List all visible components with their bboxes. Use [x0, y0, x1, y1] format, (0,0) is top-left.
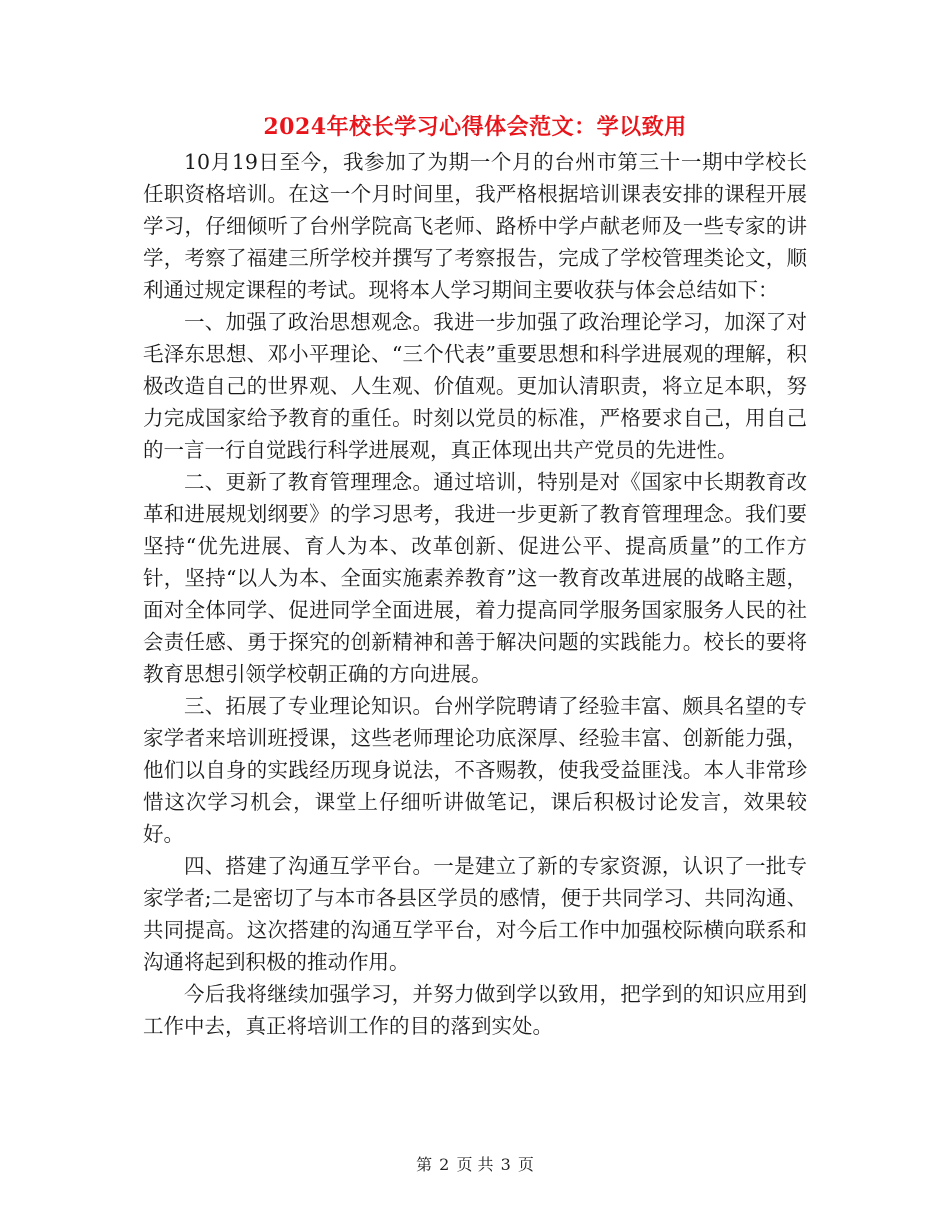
footer-prefix: 第: [416, 1155, 433, 1174]
document-title: 2024年校长学习心得体会范文：学以致用: [263, 114, 687, 140]
paragraph-intro: 10月19日至今，我参加了为期一个月的台州市第三十一期中学校长任职资格培训。在这一个月时间里，我严格根据培训课表安排的课程开展学习，仔细倾听了台州学院高飞老师、路桥中学卢献老师及一些专家的讲学，考察了福建三所学校并撰写了考察报告，完成了学校管理类论文，顺利通过规定课程的考试。现将本人学习期间主要收获与体会总结如下：: [143, 150, 807, 302]
footer-total-pages: 3: [500, 1155, 511, 1174]
document-body: [143, 146, 807, 1042]
footer-page-number: 2: [439, 1155, 450, 1174]
paragraph-platform: 四、搭建了沟通互学平台。一是建立了新的专家资源，认识了一批专家学者;二是密切了与本市各县区学员的感情，便于共同学习、共同沟通、共同提高。这次搭建的沟通互学平台，对今后工作中加强校际横向联系和沟通将起到积极的推动作用。: [143, 854, 807, 974]
paragraph-management: 二、更新了教育管理理念。通过培训，特别是对《国家中长期教育改革和进展规划纲要》的学习思考，我进一步更新了教育管理理念。我们要坚持“优先进展、育人为本、改革创新、促进公平、提高质量”的工作方针，坚持“以人为本、全面实施素养教育”这一教育改革进展的战略主题，面对全体同学、促进同学全面进展，着力提高同学服务国家服务人民的社会责任感、勇于探究的创新精神和善于解决问题的实践能力。校长的要将教育思想引领学校朝正确的方向进展。: [143, 470, 807, 686]
paragraph-political: 一、加强了政治思想观念。我进一步加强了政治理论学习，加深了对毛泽东思想、邓小平理论、“三个代表”重要思想和科学进展观的理解，积极改造自己的世界观、人生观、价值观。更加认清职责，将立足本职，努力完成国家给予教育的重任。时刻以党员的标准，严格要求自己，用自己的一言一行自觉践行科学进展观，真正体现出共产党员的先进性。: [143, 310, 807, 462]
footer-suffix: 页: [517, 1155, 534, 1174]
footer-middle: 页 共: [456, 1155, 494, 1174]
page-footer: [0, 1155, 950, 1175]
paragraph-conclusion: 今后我将继续加强学习，并努力做到学以致用，把学到的知识应用到工作中去，真正将培训工作的目的落到实处。: [143, 982, 807, 1038]
paragraph-theory: 三、拓展了专业理论知识。台州学院聘请了经验丰富、颇具名望的专家学者来培训班授课，这些老师理论功底深厚、经验丰富、创新能力强，他们以自身的实践经历现身说法，不吝赐教，使我受益匪浅。本人非常珍惜这次学习机会，课堂上仔细听讲做笔记，课后积极讨论发言，效果较好。: [143, 694, 807, 846]
